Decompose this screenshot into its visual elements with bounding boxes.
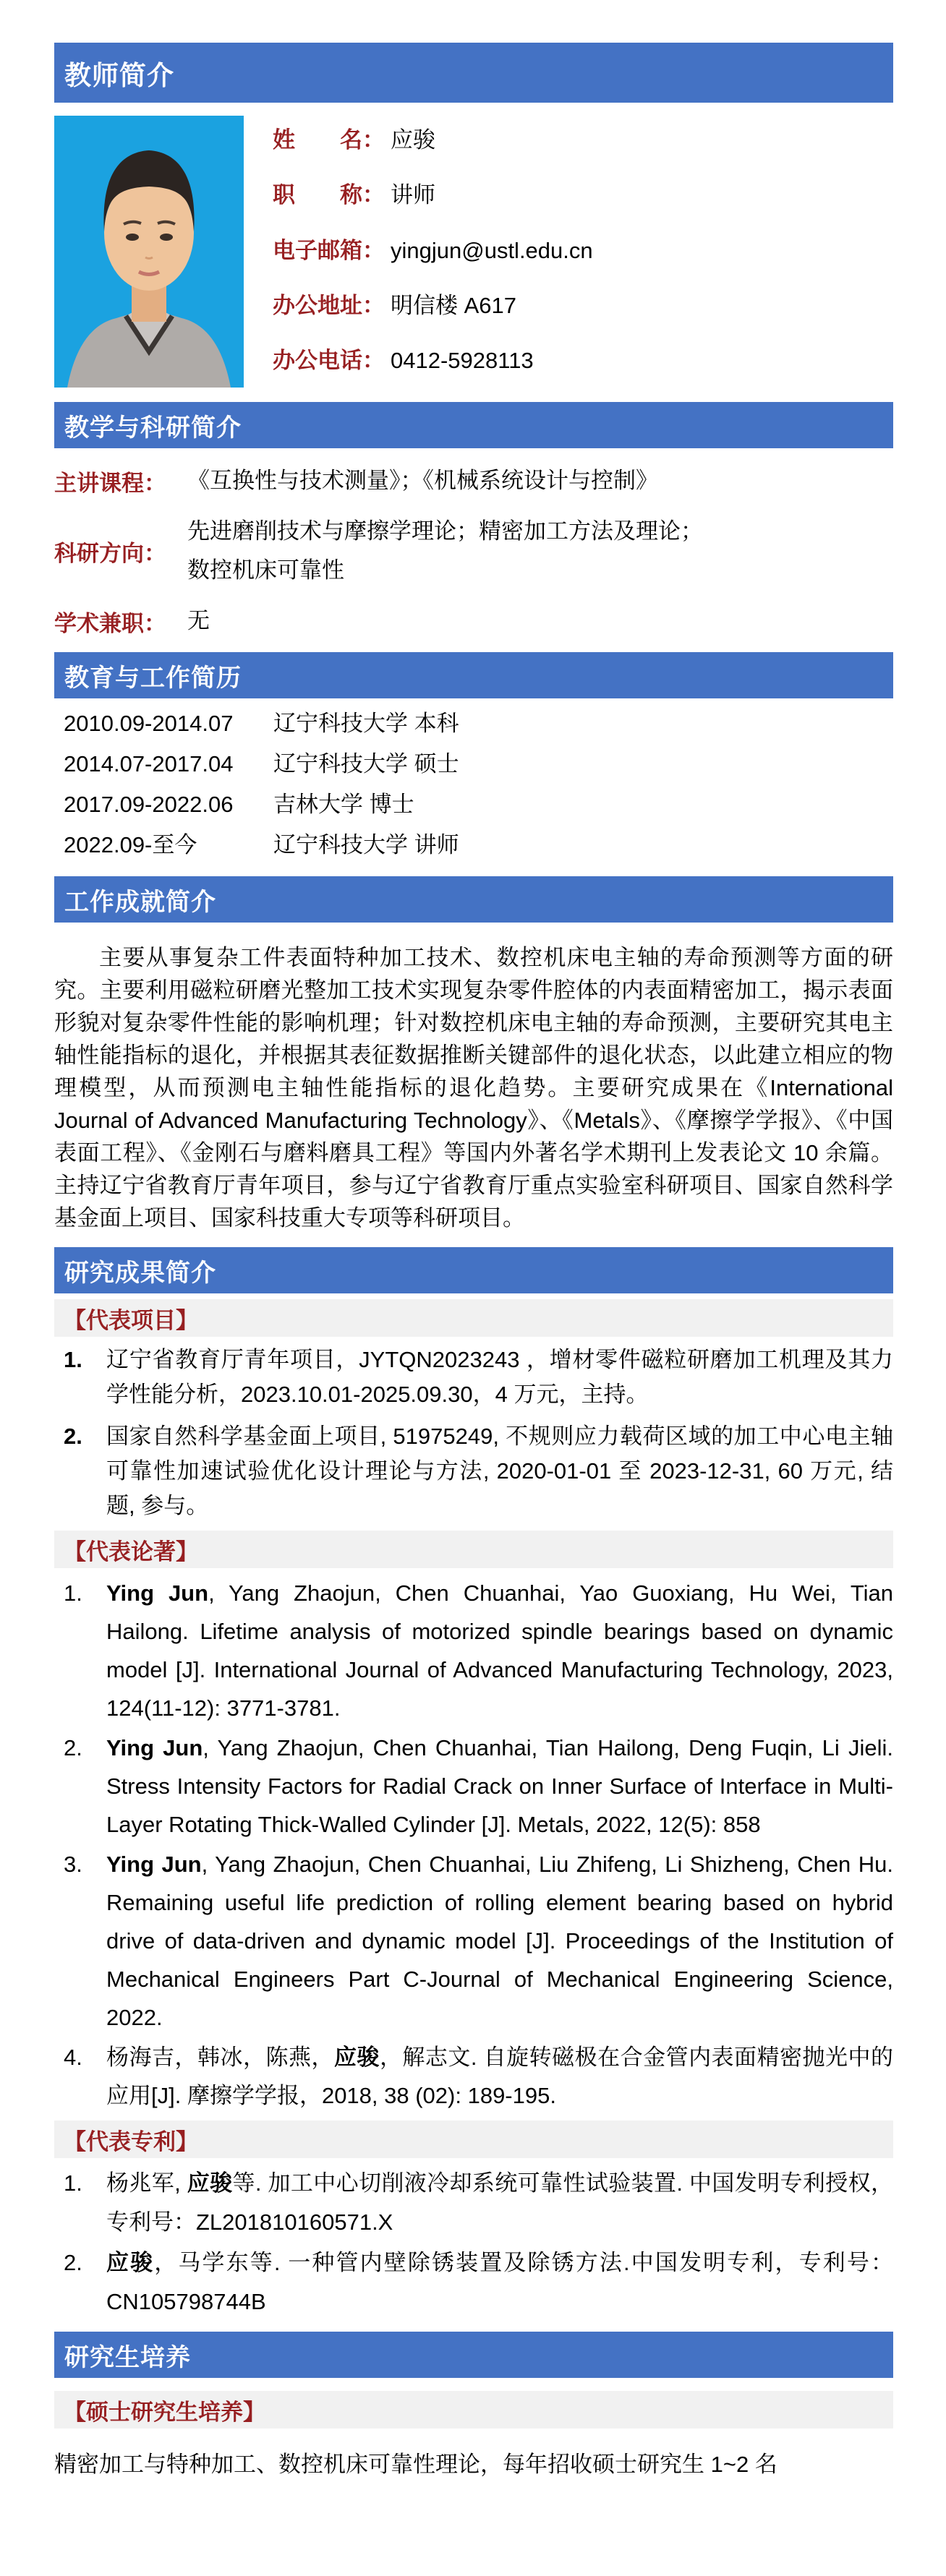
education-row xyxy=(54,830,893,860)
item-text: Ying Jun, Yang Zhaojun, Chen Chuanhai, Liu Zhifeng, Li Shizheng, Chen Hu. Remaining useful life prediction of rolling element bearing based on hybrid drive of data-driven and dynamic model [J]. Proceedings of the Institution of Mechanical Engineers Part C-Journal of Mechanical Engineering Science, 2022. xyxy=(106,1852,893,2030)
profile-photo xyxy=(54,116,244,388)
item-number: 2. xyxy=(64,2250,82,2275)
education-career-block xyxy=(54,698,893,876)
paper-item xyxy=(54,1729,893,1844)
section-title: 教师简介 xyxy=(64,60,174,90)
work-achievements-paragraph: 主要从事复杂工件表面特种加工技术、数控机床电主轴的寿命预测等方面的研究。主要利用磁粒研磨光整加工技术实现复杂零件腔体的内表面精密加工，揭示表面形貌对复杂零件性能的影响机理；针对数控机床电主轴的寿命预测，主要研究其电主轴性能指标的退化，并根据其表征数据推断关键部件的退化状态，以此建立相应的物理模型，从而预测电主轴性能指标的退化趋势。主要研究成果在《International Journal of Advanced Manufacturing Technology》、《Metals》、《摩擦学学报》、《中国表面工程》、《金刚石与磨料磨具工程》等国内外著名学术期刊上发表论文 10 余篇。主持辽宁省教育厅青年项目，参与辽宁省教育厅重点实验室科研项目、国家自然科学基金面上项目、国家科技重大专项等科研项目。 xyxy=(54,945,893,1231)
item-text: 辽宁省教育厅青年项目，JYTQN2023243 ，增材零件磁粒研磨加工机理及其力学性能分析，2023.10.01-2025.09.30，4 万元，主持。 xyxy=(106,1347,893,1407)
item-text: 应骏，马学东等. 一种管内壁除锈装置及除锈方法.中国发明专利，专利号：CN105798744B xyxy=(106,2250,894,2314)
project-item xyxy=(54,1343,893,1412)
research-direction-line: 先进磨削技术与摩擦学理论；精密加工方法及理论； xyxy=(187,518,703,544)
row-value xyxy=(187,602,210,641)
section-title: 教育与工作简历 xyxy=(64,664,242,692)
item-text: 杨兆军, 应骏等. 加工中心切削液冷却系统可靠性试验装置. 中国发明专利授权，专利号：ZL201810160571.X xyxy=(106,2170,893,2235)
item-number: 2. xyxy=(64,1424,82,1449)
field-value: 0412-5928113 xyxy=(391,348,534,373)
project-item xyxy=(54,1419,893,1523)
section-title: 研究成果简介 xyxy=(64,1259,216,1287)
field-email xyxy=(273,232,893,265)
section-band-education-career xyxy=(54,652,893,698)
section-band-teacher-profile xyxy=(54,43,893,103)
section-title: 工作成就简介 xyxy=(64,888,216,916)
teaching-research-block xyxy=(54,448,893,652)
field-label: 电子邮箱： xyxy=(273,237,385,263)
row-label: 学术兼职： xyxy=(54,610,166,636)
field-label: 职 称： xyxy=(273,182,385,208)
item-text: Ying Jun, Yang Zhaojun, Chen Chuanhai, Yao Guoxiang, Hu Wei, Tian Hailong. Lifetime analysis of motorized spindle bearings based on dynamic model [J]. International Journal of Advanced Manufacturing Technology, 2023, 124(11-12): 3771-3781. xyxy=(106,1580,893,1721)
section-title: 研究生培养 xyxy=(64,2343,191,2371)
item-number: 1. xyxy=(64,1347,82,1372)
teach-row-research-direction xyxy=(54,512,893,590)
basic-info-fields xyxy=(273,116,893,388)
education-detail: 辽宁科技大学 讲师 xyxy=(273,832,459,857)
representative-patents-list xyxy=(54,2164,893,2322)
subheading-masters-training: 【硕士研究生培养】 xyxy=(54,2391,893,2429)
field-title xyxy=(273,176,893,209)
education-detail: 辽宁科技大学 本科 xyxy=(273,711,459,736)
education-row xyxy=(54,709,893,739)
teach-row-academic-posts xyxy=(54,602,893,641)
education-detail: 辽宁科技大学 硕士 xyxy=(273,751,459,776)
education-period: 2010.09-2014.07 xyxy=(64,711,234,736)
paper-item xyxy=(54,1845,893,2037)
subheading-representative-patents: 【代表专利】 xyxy=(54,2121,893,2158)
item-text: 国家自然科学基金面上项目, 51975249, 不规则应力载荷区域的加工中心电主轴可靠性加速试验优化设计理论与方法, 2020-01-01 至 2023-12-31, 60 万元, 结题, 参与。 xyxy=(106,1424,893,1518)
item-number: 3. xyxy=(64,1852,82,1877)
course-list: 《互换性与技术测量》；《机械系统设计与控制》 xyxy=(187,468,658,493)
subheading-representative-papers: 【代表论著】 xyxy=(54,1531,893,1568)
section-band-work-achievements xyxy=(54,876,893,923)
teach-row-courses xyxy=(54,461,893,500)
field-value: 应骏 xyxy=(391,127,435,153)
education-period: 2022.09-至今 xyxy=(64,832,197,857)
row-label: 科研方向： xyxy=(54,540,166,566)
paper-item xyxy=(54,2038,893,2115)
field-name xyxy=(273,121,893,154)
paper-item xyxy=(54,1574,893,1727)
item-number: 4. xyxy=(64,2045,82,2070)
academic-posts-value: 无 xyxy=(187,608,210,633)
patent-item xyxy=(54,2164,893,2242)
field-value: 明信楼 A617 xyxy=(391,292,517,318)
patent-item xyxy=(54,2243,893,2322)
row-label: 主讲课程： xyxy=(54,470,166,496)
field-label: 姓 名： xyxy=(273,127,385,153)
section-band-research-results xyxy=(54,1247,893,1293)
representative-papers-list xyxy=(54,1574,893,2115)
education-period: 2017.09-2022.06 xyxy=(64,792,234,817)
section-title: 教学与科研简介 xyxy=(64,414,242,442)
field-value: yingjun@ustl.edu.cn xyxy=(391,237,593,263)
row-value xyxy=(187,512,703,590)
item-number: 1. xyxy=(64,1580,82,1606)
education-row xyxy=(54,790,893,820)
education-detail: 吉林大学 博士 xyxy=(273,792,414,817)
item-text: 杨海吉，韩冰，陈燕，应骏，解志文. 自旋转磁极在合金管内表面精密抛光中的应用[J]. 摩擦学学报，2018, 38 (02): 189-195. xyxy=(106,2045,894,2108)
field-value: 讲师 xyxy=(391,182,435,208)
item-number: 1. xyxy=(64,2170,82,2196)
representative-projects-list xyxy=(54,1343,893,1523)
section-band-graduate-training xyxy=(54,2332,893,2378)
masters-admission-text: 精密加工与特种加工、数控机床可靠性理论，每年招收硕士研究生 1~2 名 xyxy=(54,2452,777,2477)
section-band-teaching-research xyxy=(54,402,893,448)
education-row xyxy=(54,749,893,779)
field-label: 办公地址： xyxy=(273,292,385,318)
education-period: 2014.07-2017.04 xyxy=(64,751,234,776)
item-text: Ying Jun, Yang Zhaojun, Chen Chuanhai, Tian Hailong, Deng Fuqin, Li Jieli. Stress Intensity Factors for Radial Crack on Inner Surface of Interface in Multi-Layer Rotating Thick-Walled Cylinder [J]. Metals, 2022, 12(5): 858 xyxy=(106,1735,893,1837)
item-number: 2. xyxy=(64,1735,82,1760)
subheading-representative-projects: 【代表项目】 xyxy=(54,1299,893,1337)
row-value xyxy=(187,461,658,500)
profile-basic-info xyxy=(54,116,893,388)
research-direction-line: 数控机床可靠性 xyxy=(187,557,344,583)
field-office-address xyxy=(273,287,893,320)
field-office-phone xyxy=(273,342,893,375)
field-label: 办公电话： xyxy=(273,348,385,373)
